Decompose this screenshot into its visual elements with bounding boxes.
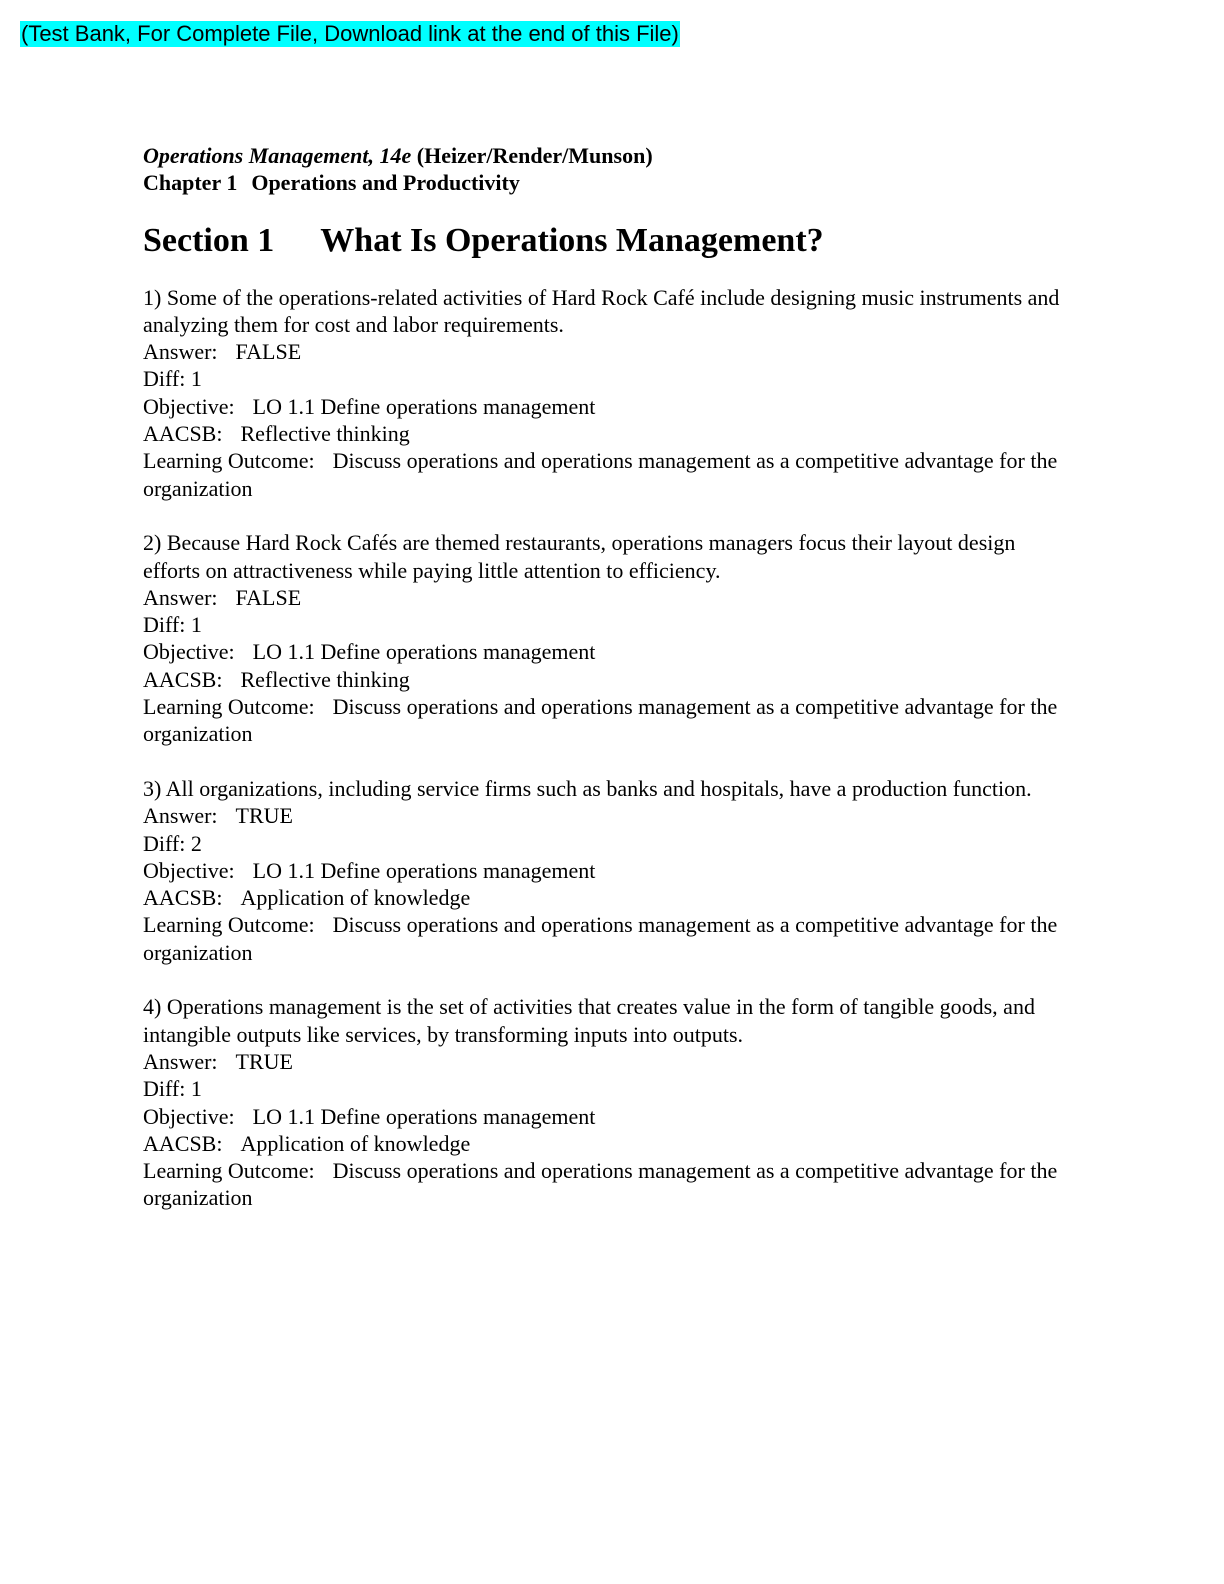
objective-value: LO 1.1 Define operations management [252, 639, 596, 665]
answer-line [143, 338, 1071, 365]
learning-outcome-label: Learning Outcome: [143, 694, 315, 720]
learning-outcome-value: Discuss operations and operations management as a competitive advantage for the organization [143, 912, 1058, 965]
chapter-line [143, 169, 1071, 196]
answer-value: TRUE [235, 803, 293, 829]
book-title: Operations Management, 14e [143, 143, 412, 168]
question-text: 4) Operations management is the set of activities that creates value in the form of tangible goods, and intangible outputs like services, by transforming inputs into outputs. [143, 994, 1035, 1047]
question-item [143, 529, 1071, 747]
section-title: What Is Operations Management? [320, 221, 824, 259]
section-heading [143, 221, 1071, 261]
chapter-title: Operations and Productivity [251, 170, 520, 196]
diff-value: 1 [190, 1076, 202, 1102]
answer-value: FALSE [235, 339, 302, 365]
learning-outcome-label: Learning Outcome: [143, 448, 315, 474]
diff-label: Diff: [143, 366, 186, 392]
answer-value: FALSE [235, 584, 302, 610]
learning-outcome-label: Learning Outcome: [143, 1158, 315, 1184]
learning-outcome-value: Discuss operations and operations management as a competitive advantage for the organization [143, 694, 1058, 747]
question-text: 2) Because Hard Rock Cafés are themed restaurants, operations managers focus their layout design efforts on attractiveness while paying little attention to efficiency. [143, 530, 1016, 583]
chapter-label: Chapter 1 [143, 170, 238, 196]
answer-line [143, 802, 1071, 829]
aacsb-label: AACSB: [143, 421, 223, 447]
question-item [143, 993, 1071, 1211]
objective-line [143, 857, 1071, 884]
learning-outcome-line [143, 447, 1071, 502]
objective-label: Objective: [143, 857, 235, 883]
aacsb-line [143, 884, 1071, 911]
objective-value: LO 1.1 Define operations management [252, 1103, 596, 1129]
aacsb-line [143, 666, 1071, 693]
objective-line [143, 393, 1071, 420]
aacsb-line [143, 1130, 1071, 1157]
objective-line [143, 638, 1071, 665]
answer-label: Answer: [143, 1048, 218, 1074]
learning-outcome-line [143, 1157, 1071, 1212]
download-banner: (Test Bank, For Complete File, Download link at the end of this File) [21, 21, 679, 46]
diff-line [143, 365, 1071, 392]
learning-outcome-value: Discuss operations and operations management as a competitive advantage for the organization [143, 1158, 1058, 1211]
answer-label: Answer: [143, 339, 218, 365]
diff-value: 1 [190, 612, 202, 638]
learning-outcome-line [143, 911, 1071, 966]
aacsb-value: Reflective thinking [240, 666, 410, 692]
answer-label: Answer: [143, 803, 218, 829]
question-text: 3) All organizations, including service firms such as banks and hospitals, have a production function. [143, 775, 1032, 801]
aacsb-line [143, 420, 1071, 447]
learning-outcome-label: Learning Outcome: [143, 912, 315, 938]
aacsb-value: Application of knowledge [240, 885, 471, 911]
objective-label: Objective: [143, 639, 235, 665]
answer-line [143, 1048, 1071, 1075]
diff-line [143, 830, 1071, 857]
question-text: 1) Some of the operations-related activities of Hard Rock Café include designing music instruments and analyzing them for cost and labor requirements. [143, 284, 1060, 337]
diff-label: Diff: [143, 830, 186, 856]
document-body [143, 142, 1071, 1239]
objective-value: LO 1.1 Define operations management [252, 393, 596, 419]
diff-line [143, 1075, 1071, 1102]
aacsb-label: AACSB: [143, 1130, 223, 1156]
objective-line [143, 1103, 1071, 1130]
book-title-line [143, 142, 1071, 169]
aacsb-value: Reflective thinking [240, 421, 410, 447]
objective-label: Objective: [143, 1103, 235, 1129]
book-authors: (Heizer/Render/Munson) [416, 143, 653, 168]
diff-label: Diff: [143, 612, 186, 638]
learning-outcome-line [143, 693, 1071, 748]
aacsb-label: AACSB: [143, 666, 223, 692]
diff-line [143, 611, 1071, 638]
diff-value: 1 [190, 366, 202, 392]
question-item [143, 775, 1071, 966]
aacsb-value: Application of knowledge [240, 1130, 471, 1156]
aacsb-label: AACSB: [143, 885, 223, 911]
answer-label: Answer: [143, 584, 218, 610]
section-label: Section 1 [143, 221, 275, 259]
question-item [143, 284, 1071, 502]
answer-line [143, 584, 1071, 611]
diff-label: Diff: [143, 1076, 186, 1102]
learning-outcome-value: Discuss operations and operations management as a competitive advantage for the organization [143, 448, 1058, 501]
objective-label: Objective: [143, 393, 235, 419]
answer-value: TRUE [235, 1048, 293, 1074]
objective-value: LO 1.1 Define operations management [252, 857, 596, 883]
diff-value: 2 [190, 830, 202, 856]
